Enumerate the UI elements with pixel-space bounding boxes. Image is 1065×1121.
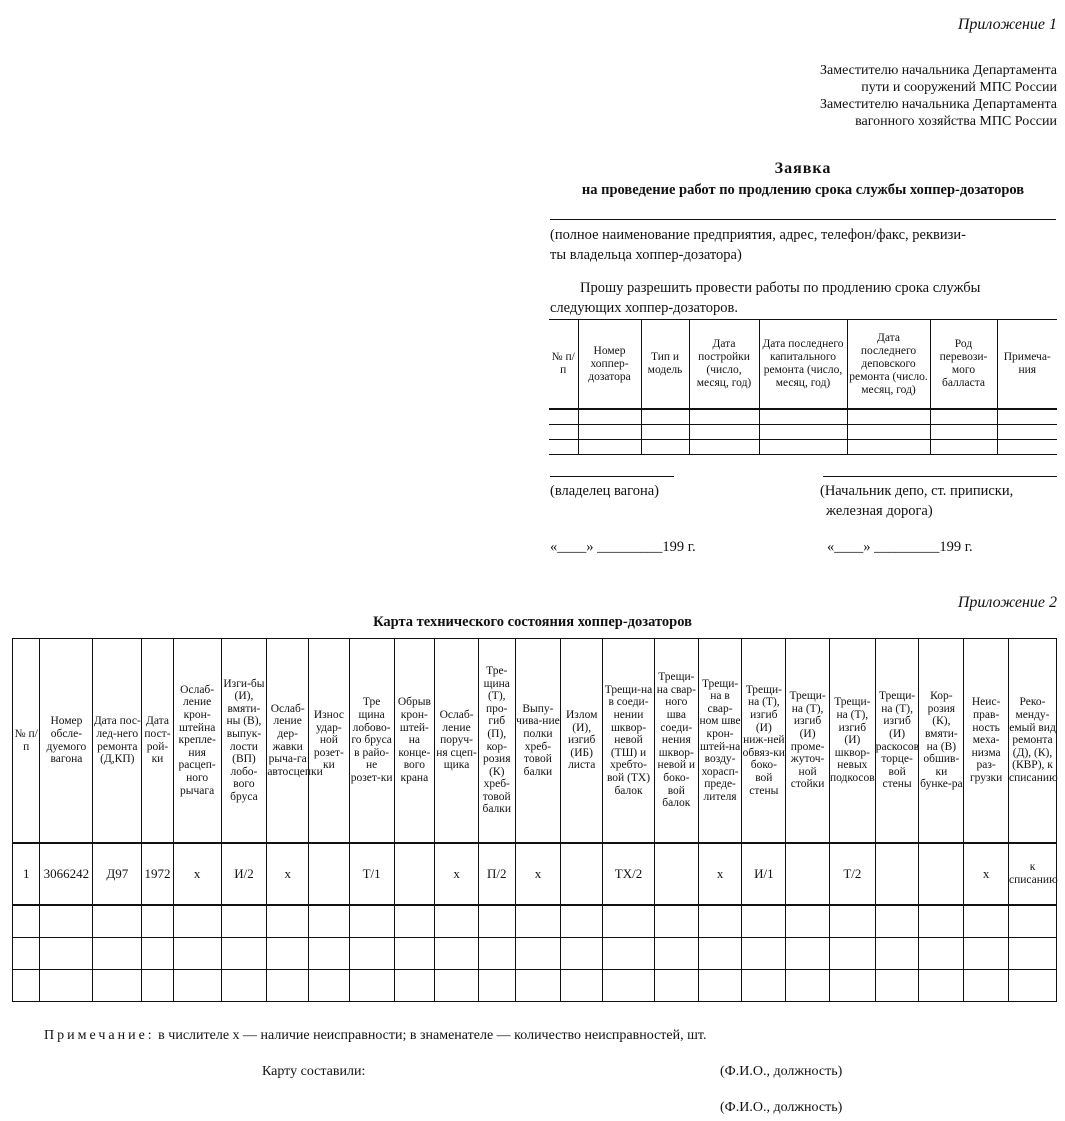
column-header: Износ удар-ной розет-ки [309,639,350,844]
appendix1-label: Приложение 1 [957,16,1057,33]
request-table-header [549,320,1057,410]
column-header: Излом (И), изгиб (ИБ) листа [561,639,603,844]
table-cell: ТХ/2 [603,843,655,905]
table-row [13,970,1057,1002]
request-text [550,278,1060,318]
column-header: Трещи-на (Т), изгиб (И) проме-жуточ-ной стойки [786,639,830,844]
column-header: Дата последнего деповского ремонта (число. месяц, год) [847,320,930,410]
column-header: Трещи-на в свар-ном шве крон-штей-на возду-хорасп-преде-лителя [698,639,742,844]
column-header: Трещи-на свар-ного шва соеди-нения шквор-невой и боко-вой балок [654,639,698,844]
column-header: Род перевози-мого балласта [930,320,997,410]
addressee-line: Заместителю начальника Департамента [820,97,1057,112]
org-caption-line: ты владельца хоппер-дозатора) [550,247,742,263]
column-header: Ослаб-ление крон-штейна крепле-ния расцеп-ного рычага [173,639,221,844]
chief-caption [820,481,1013,521]
table-cell: 1972 [142,843,174,905]
card-note [44,1028,1054,1044]
table-cell [786,843,830,905]
table-cell: 3066242 [40,843,93,905]
appendix2-label: Приложение 2 [957,594,1057,611]
request-line: Прошу разрешить провести работы по продлению срока службы [580,280,981,296]
table-cell [919,843,964,905]
table-row [13,905,1057,938]
table-cell: к списанию [1009,843,1057,905]
org-name-line [550,219,1056,220]
table-cell: И/1 [742,843,786,905]
table-cell [654,843,698,905]
table-cell [309,843,350,905]
owner-caption: (владелец вагона) [550,483,659,499]
column-header: Номер обсле-дуемого вагона [40,639,93,844]
column-header: Изги-бы (И), вмяти-ны (В), выпук-лости (ВП) лобо-вого бруса [221,639,267,844]
column-header: Ослаб-ление дер-жавки рыча-га автосцепки [267,639,309,844]
table-cell [561,843,603,905]
chief-signature-line [823,476,1057,477]
column-header: Кор-розия (К), вмяти-на (В) обшив-ки бунке-ра [919,639,964,844]
table-cell: х [435,843,479,905]
date-field-chief: «____» _________199 г. [827,539,973,555]
table-cell: 1 [13,843,40,905]
table-row [13,843,1057,905]
request-line: следующих хоппер-дозаторов. [550,300,738,316]
table-cell: И/2 [221,843,267,905]
request-subtitle: на проведение работ по продлению срока службы хоппер-дозаторов [581,182,1025,198]
column-header: Дата постройки (число, месяц, год) [689,320,759,410]
column-header: № п/п [549,320,578,410]
column-header: Номер хоппер-дозатора [578,320,641,410]
column-header: Дата пост-рой-ки [142,639,174,844]
chief-caption-line: железная дорога) [826,503,933,519]
table-row [549,409,1057,425]
table-row [549,425,1057,440]
signature-caption: (Ф.И.О., должность) [720,1100,843,1115]
column-header: Трещи-на (Т), изгиб (И) раскосов торце-вой стены [875,639,919,844]
column-header: Неис-прав-ность меха-низма раз-грузки [964,639,1009,844]
chief-caption-line: (Начальник депо, ст. приписки, [820,483,1014,499]
table-cell: х [173,843,221,905]
table-cell [394,843,435,905]
request-title: Заявка [774,160,832,177]
table-cell: Т/2 [829,843,875,905]
table-cell: Д97 [93,843,142,905]
column-header: Трещи-на (Т), изгиб (И) шквор-невых подкосов [829,639,875,844]
column-header: Дата последнего капитального ремонта (число, месяц, год) [759,320,847,410]
column-header: Обрыв крон-штей-на конце-вого крана [394,639,435,844]
signature-caption: (Ф.И.О., должность) [720,1064,843,1079]
column-header: Тре-щина (Т), про-гиб (П), кор-розия (К) хреб-товой балки [478,639,515,844]
org-caption-line: (полное наименование предприятия, адрес, телефон/факс, реквизи- [550,227,966,243]
card-title: Карта технического состояния хоппер-дозаторов [373,614,692,630]
condition-card-table [12,638,1057,1002]
table-cell: Т/1 [349,843,394,905]
table-row [13,938,1057,970]
compiled-label: Карту составили: [262,1064,366,1079]
table-cell [875,843,919,905]
column-header: Примеча-ния [997,320,1057,410]
table-cell: х [964,843,1009,905]
addressee-line: пути и сооружений МПС России [861,80,1057,95]
request-table [549,319,1057,455]
column-header: Дата пос-лед-него ремонта (Д,КП) [93,639,142,844]
column-header: № п/п [13,639,40,844]
table-row [549,440,1057,455]
owner-signature-line [550,476,674,477]
addressee-block [677,62,1057,130]
addressee-line: Заместителю начальника Департамента [820,63,1057,78]
column-header: Трещи-на (Т), изгиб (И) ниж-ней обвяз-ки боко-вой стены [742,639,786,844]
condition-table-header [13,639,1057,844]
date-field-owner: «____» _________199 г. [550,539,696,555]
table-cell: х [515,843,561,905]
column-header: Тип и модель [641,320,689,410]
column-header: Тре щина лобово-го бруса в райо-не розет-ки [349,639,394,844]
org-caption [550,225,1060,265]
table-cell: х [267,843,309,905]
column-header: Реко-менду-емый вид ремонта (Д), (К), (КВР), к списанию [1009,639,1057,844]
column-header: Выпу-чива-ние полки хреб-товой балки [515,639,561,844]
column-header: Ослаб-ление поруч-ня сцеп-щика [435,639,479,844]
note-text: в числителе х — наличие неисправности; в знаменателе — количество неисправностей, шт. [158,1028,707,1043]
column-header: Трещи-на в соеди-нении шквор-невой (ТШ) и хребто-вой (ТХ) балок [603,639,655,844]
table-cell: х [698,843,742,905]
table-cell: П/2 [478,843,515,905]
addressee-line: вагонного хозяйства МПС России [855,114,1057,129]
note-label: Примечание: [44,1028,155,1043]
